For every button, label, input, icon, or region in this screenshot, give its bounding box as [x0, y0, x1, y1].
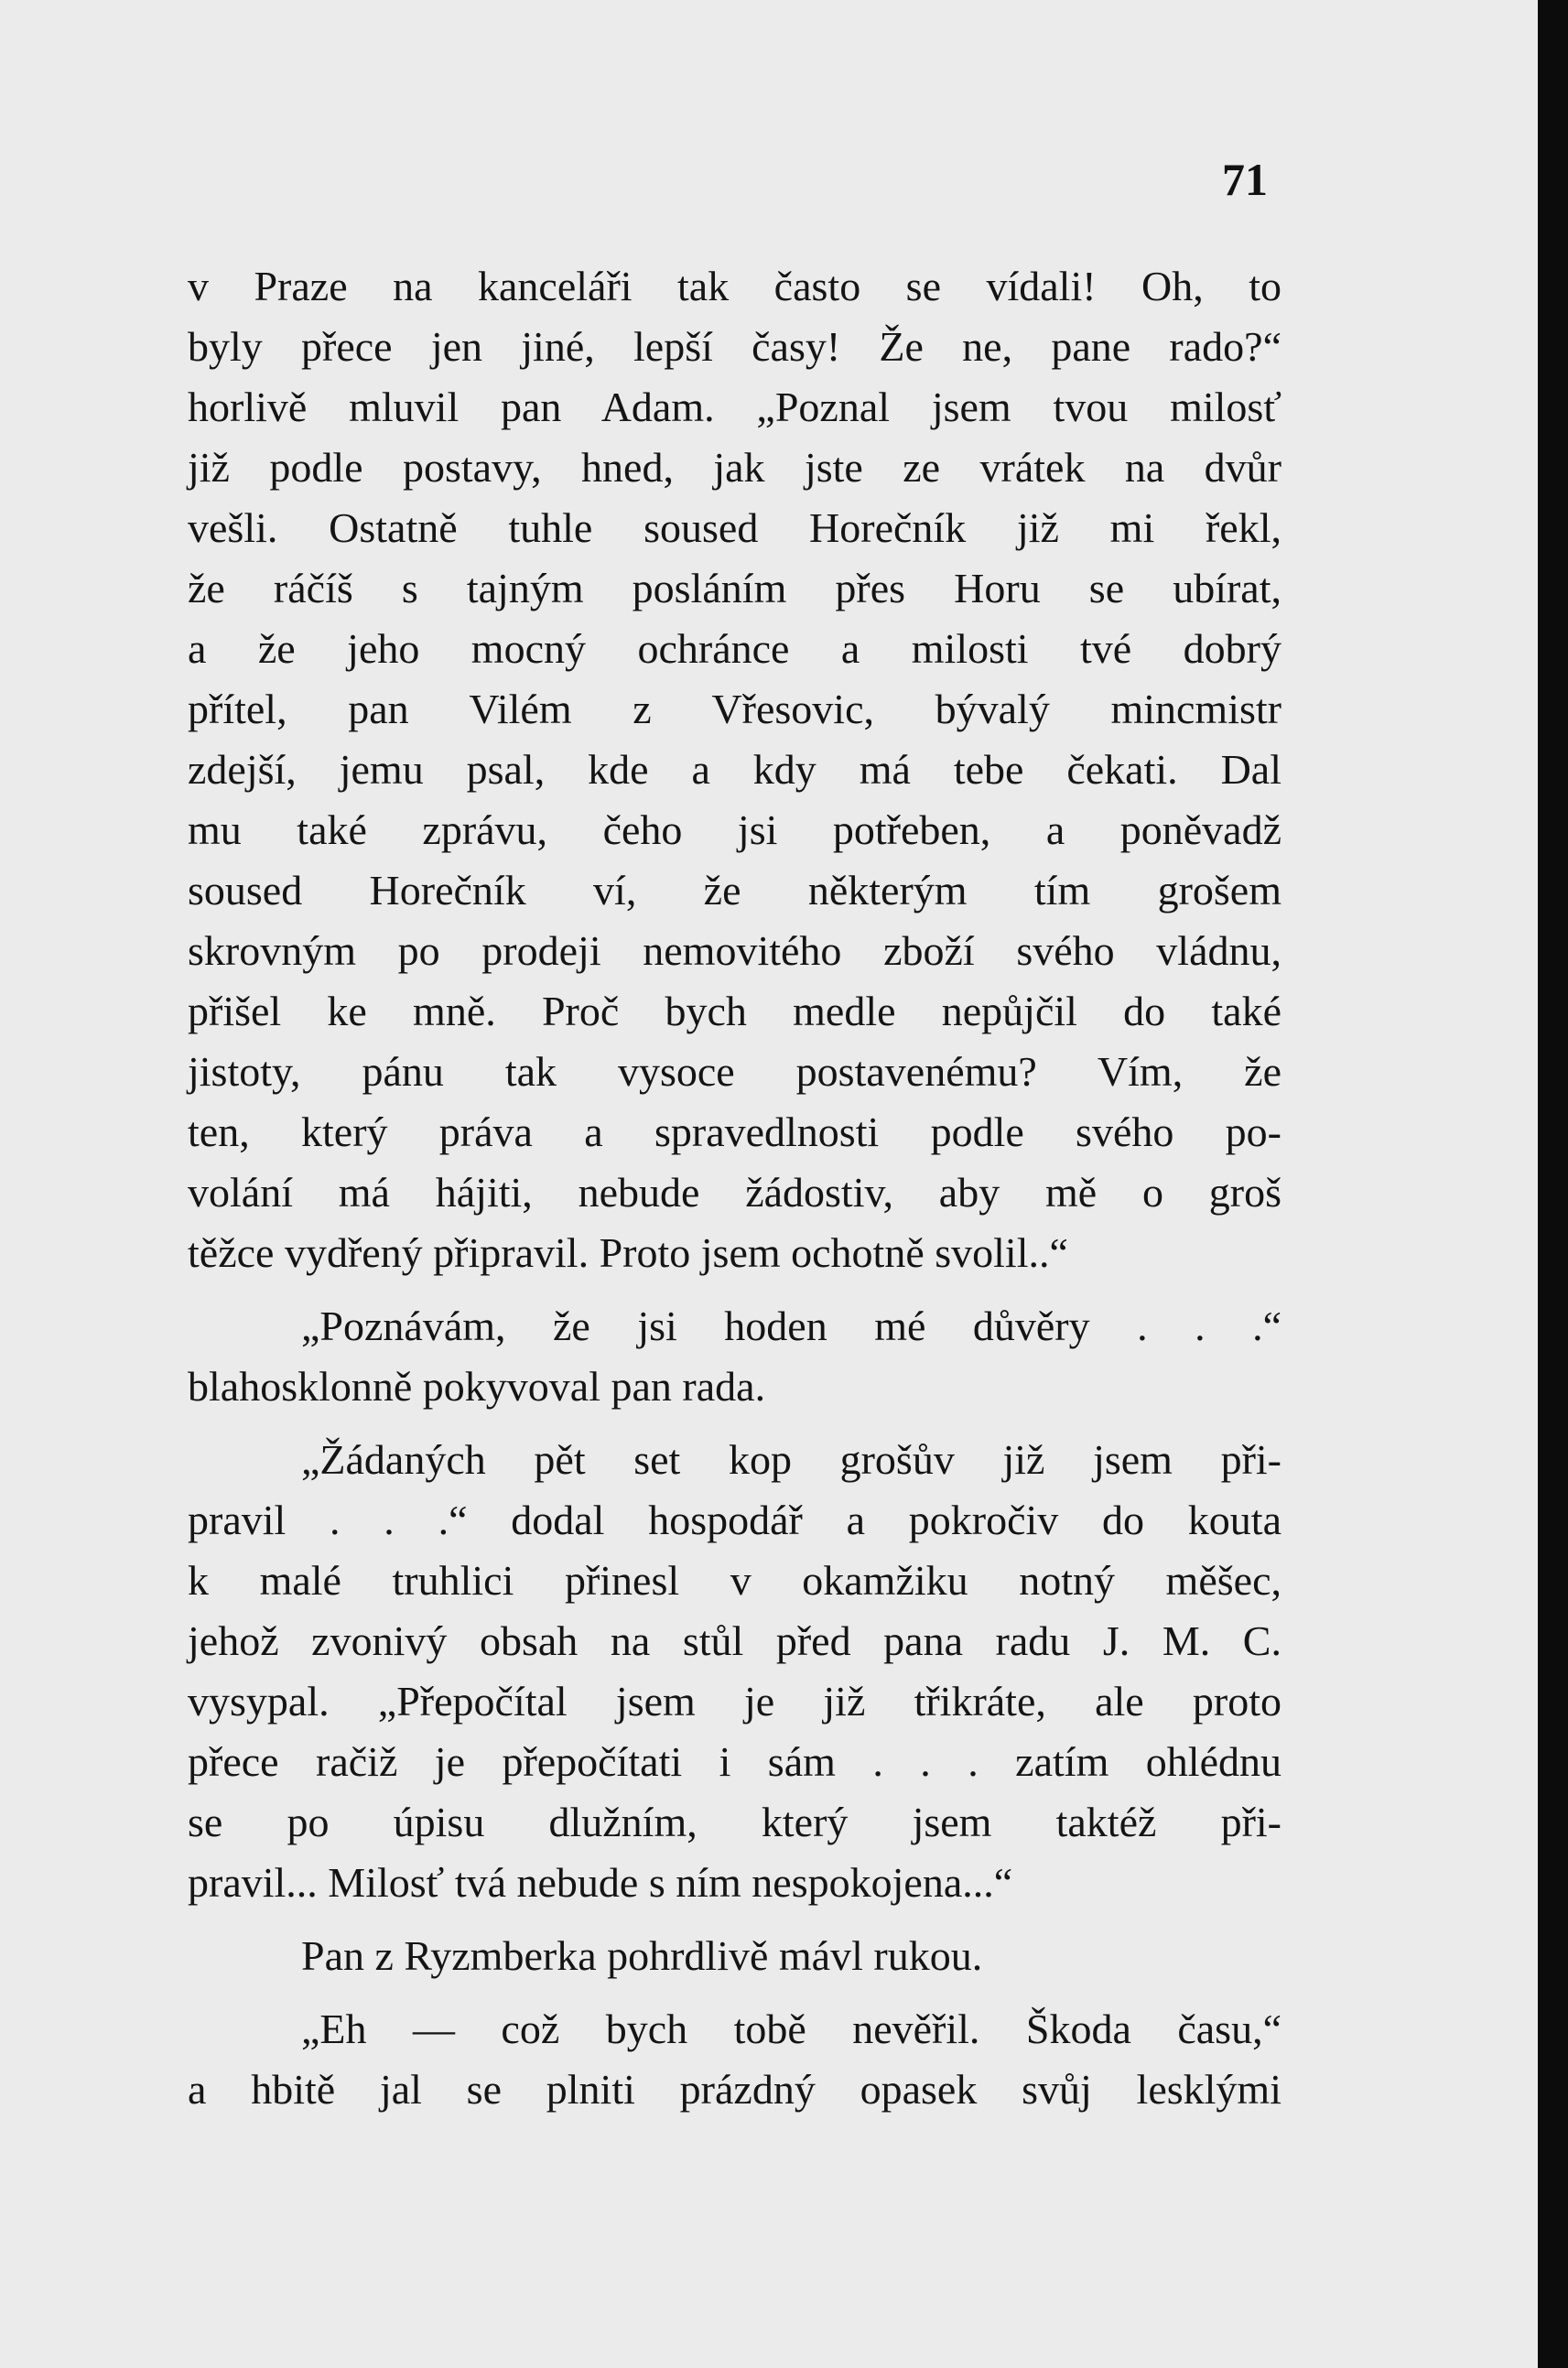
text-line: k malé truhlici přinesl v okamžiku notný měšec,	[188, 1557, 1281, 1604]
text-line: a hbitě jal se plniti prázdný opasek svůj lesklými	[188, 2066, 1281, 2113]
text-line: přece račiž je přepočítati i sám . . . zatím ohlédnu	[188, 1738, 1281, 1785]
text-line: již podle postavy, hned, jak jste ze vrátek na dvůr	[188, 444, 1281, 491]
text-line: přítel, pan Vilém z Vřesovic, bývalý mincmistr	[188, 686, 1281, 732]
text-line: těžce vydřený připravil. Proto jsem ochotně svolil..“	[188, 1229, 1068, 1276]
text-line: byly přece jen jiné, lepší časy! Že ne, pane rado?“	[188, 323, 1281, 370]
text-line: skrovným po prodeji nemovitého zboží svého vládnu,	[188, 927, 1281, 974]
text-line: jehož zvonivý obsah na stůl před pana radu J. M. C.	[188, 1617, 1281, 1664]
page-number: 71	[1222, 154, 1268, 205]
paragraph-gap	[188, 1417, 1281, 1430]
text-line: „Poznávám, že jsi hoden mé důvěry . . .“	[301, 1303, 1281, 1349]
text-line: ten, který práva a spravedlnosti podle svého po-	[188, 1108, 1281, 1155]
text-line: se po úpisu dlužním, který jsem taktéž při-	[188, 1799, 1281, 1845]
text-line: vešli. Ostatně tuhle soused Horečník již mi řekl,	[188, 504, 1281, 551]
paragraph-gap	[188, 1986, 1281, 1999]
text-line: jistoty, pánu tak vysoce postavenému? Vím, že	[188, 1048, 1281, 1095]
text-line: vysypal. „Přepočítal jsem je již třikráte, ale proto	[188, 1678, 1281, 1725]
paragraph-gap	[188, 1283, 1281, 1296]
text-line: volání má hájiti, nebude žádostiv, aby mě o groš	[188, 1169, 1281, 1216]
paragraph-gap	[188, 1913, 1281, 1926]
text-line: pravil . . .“ dodal hospodář a pokročiv do kouta	[188, 1497, 1281, 1543]
text-line: mu také zprávu, čeho jsi potřeben, a poněvadž	[188, 806, 1281, 853]
text-line: zdejší, jemu psal, kde a kdy má tebe čekati. Dal	[188, 746, 1281, 793]
text-line: Pan z Ryzmberka pohrdlivě mávl rukou.	[301, 1932, 983, 1979]
text-line: „Eh — což bych tobě nevěřil. Škoda času,“	[301, 2006, 1281, 2052]
page-text	[188, 256, 1281, 2120]
text-line: přišel ke mně. Proč bych medle nepůjčil do také	[188, 988, 1281, 1034]
text-line: a že jeho mocný ochránce a milosti tvé dobrý	[188, 625, 1281, 672]
text-line: horlivě mluvil pan Adam. „Poznal jsem tvou milosť	[188, 384, 1281, 430]
text-line: blahosklonně pokyvoval pan rada.	[188, 1363, 766, 1410]
text-line: v Praze na kanceláři tak často se vídali! Oh, to	[188, 263, 1281, 309]
text-line: soused Horečník ví, že některým tím grošem	[188, 867, 1281, 914]
text-line: že ráčíš s tajným posláním přes Horu se ubírat,	[188, 565, 1281, 611]
text-line: pravil... Milosť tvá nebude s ním nespokojena...“	[188, 1859, 1013, 1906]
text-line: „Žádaných pět set kop grošův již jsem při-	[301, 1436, 1281, 1483]
